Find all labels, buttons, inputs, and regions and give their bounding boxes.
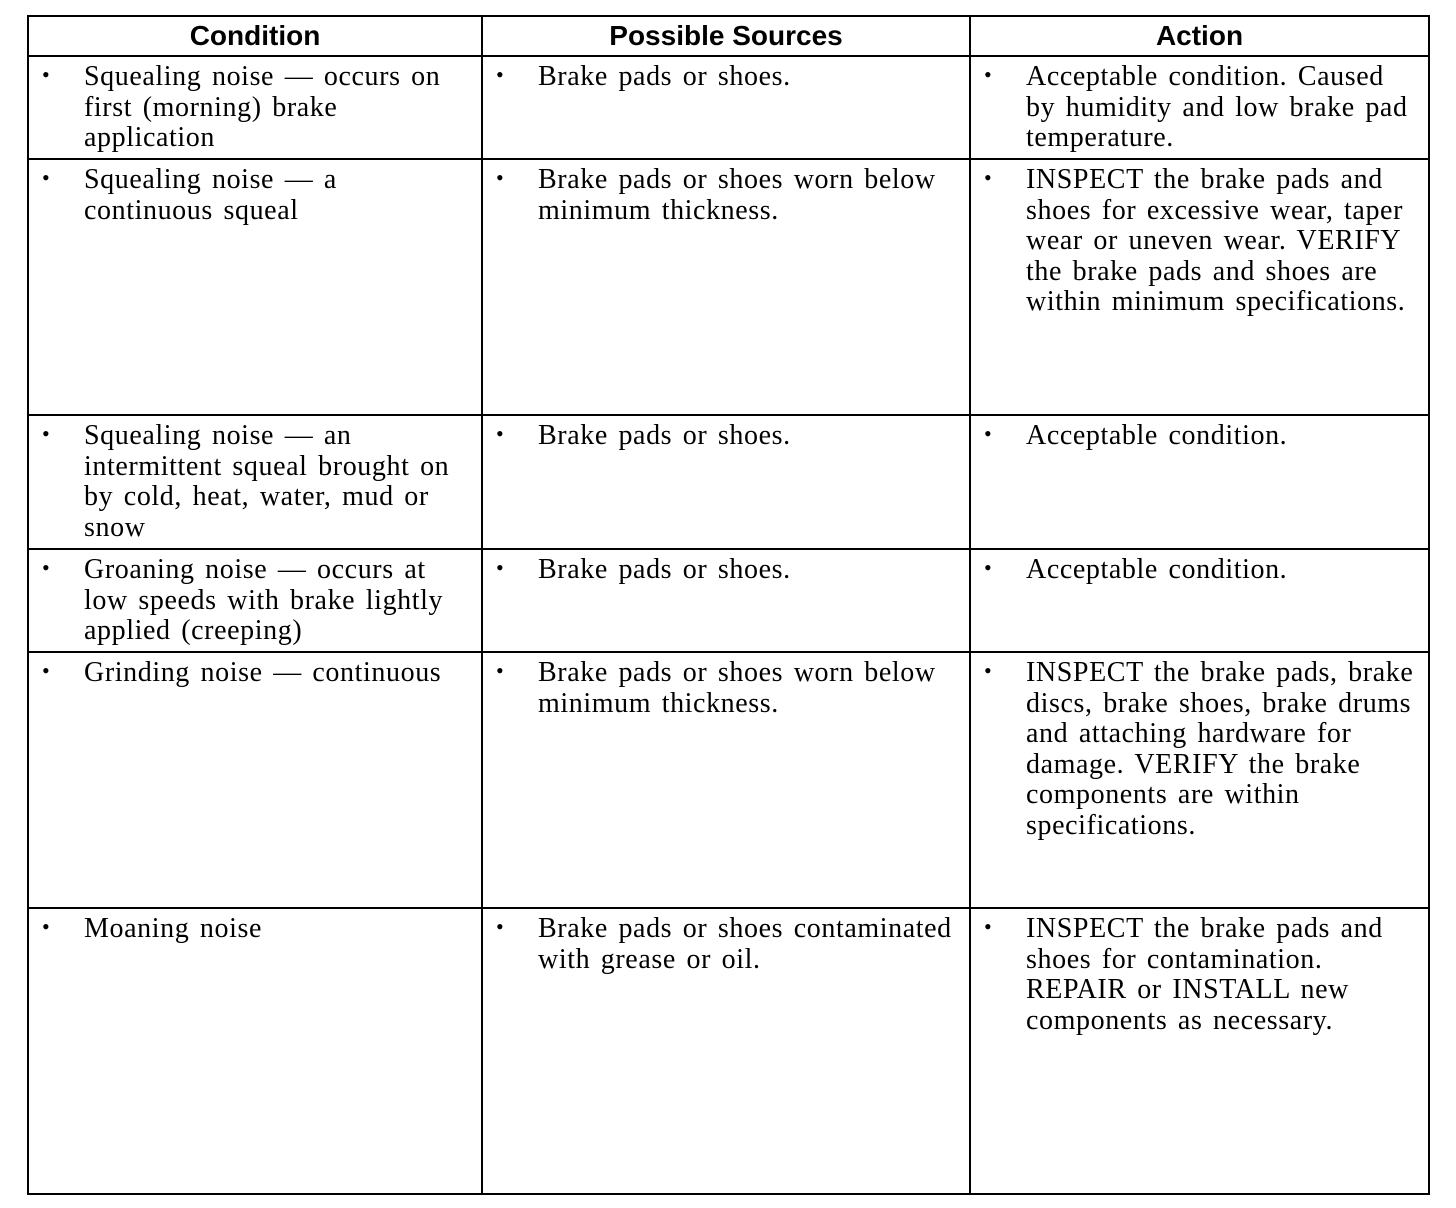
condition-text: Squealing noise — a continuous squeal — [84, 164, 337, 226]
source-cell — [482, 908, 970, 1194]
action-text: INSPECT the brake pads and shoes for excessive wear, taper wear or uneven wear. VERIFY the brake pads and shoes are within minimum specifications. — [1026, 164, 1406, 317]
bullet-icon: • — [496, 62, 505, 87]
table-row — [28, 415, 1429, 549]
condition-text: Squealing noise — an intermittent squeal brought on by cold, heat, water, mud or snow — [84, 420, 450, 543]
header-condition: Condition — [28, 16, 482, 56]
action-cell — [970, 159, 1429, 415]
bullet-icon: • — [42, 421, 51, 446]
source-cell — [482, 549, 970, 652]
source-text: Brake pads or shoes contaminated with grease or oil. — [538, 913, 952, 975]
source-text: Brake pads or shoes. — [538, 61, 791, 92]
header-action: Action — [970, 16, 1429, 56]
bullet-icon: • — [496, 165, 505, 190]
source-cell — [482, 159, 970, 415]
action-text: Acceptable condition. Caused by humidity and low brake pad temperature. — [1026, 61, 1408, 153]
bullet-icon: • — [496, 914, 505, 939]
bullet-icon: • — [42, 62, 51, 87]
condition-text: Moaning noise — [84, 913, 263, 944]
action-cell — [970, 908, 1429, 1194]
action-cell — [970, 56, 1429, 159]
action-cell — [970, 652, 1429, 908]
table-row — [28, 56, 1429, 159]
condition-cell — [28, 908, 482, 1194]
source-text: Brake pads or shoes. — [538, 420, 791, 451]
action-text: Acceptable condition. — [1026, 554, 1288, 585]
condition-text: Grinding noise — continuous — [84, 657, 442, 688]
condition-text: Squealing noise — occurs on first (morning) brake application — [84, 61, 441, 153]
bullet-icon: • — [984, 62, 993, 87]
table-row — [28, 549, 1429, 652]
condition-cell — [28, 415, 482, 549]
source-cell — [482, 415, 970, 549]
condition-text: Groaning noise — occurs at low speeds with brake lightly applied (creeping) — [84, 554, 444, 646]
header-possible-sources: Possible Sources — [482, 16, 970, 56]
source-cell — [482, 56, 970, 159]
bullet-icon: • — [984, 658, 993, 683]
action-text: Acceptable condition. — [1026, 420, 1288, 451]
action-text: INSPECT the brake pads and shoes for contamination. REPAIR or INSTALL new components as necessary. — [1026, 913, 1383, 1036]
condition-cell — [28, 56, 482, 159]
header-row — [28, 16, 1429, 56]
bullet-icon: • — [496, 555, 505, 580]
table-row — [28, 159, 1429, 415]
bullet-icon: • — [42, 914, 51, 939]
source-text: Brake pads or shoes worn below minimum thickness. — [538, 164, 936, 226]
diagnosis-table — [27, 15, 1430, 1195]
action-cell — [970, 549, 1429, 652]
source-cell — [482, 652, 970, 908]
bullet-icon: • — [984, 165, 993, 190]
bullet-icon: • — [984, 914, 993, 939]
table-row — [28, 908, 1429, 1194]
bullet-icon: • — [496, 658, 505, 683]
bullet-icon: • — [984, 555, 993, 580]
action-cell — [970, 415, 1429, 549]
source-text: Brake pads or shoes. — [538, 554, 791, 585]
condition-cell — [28, 549, 482, 652]
bullet-icon: • — [42, 165, 51, 190]
bullet-icon: • — [42, 658, 51, 683]
bullet-icon: • — [984, 421, 993, 446]
condition-cell — [28, 652, 482, 908]
condition-cell — [28, 159, 482, 415]
action-text: INSPECT the brake pads, brake discs, brake shoes, brake drums and attaching hardware for damage. VERIFY the brake components are within specifications. — [1026, 657, 1414, 841]
bullet-icon: • — [42, 555, 51, 580]
bullet-icon: • — [496, 421, 505, 446]
table-row — [28, 652, 1429, 908]
source-text: Brake pads or shoes worn below minimum thickness. — [538, 657, 936, 719]
